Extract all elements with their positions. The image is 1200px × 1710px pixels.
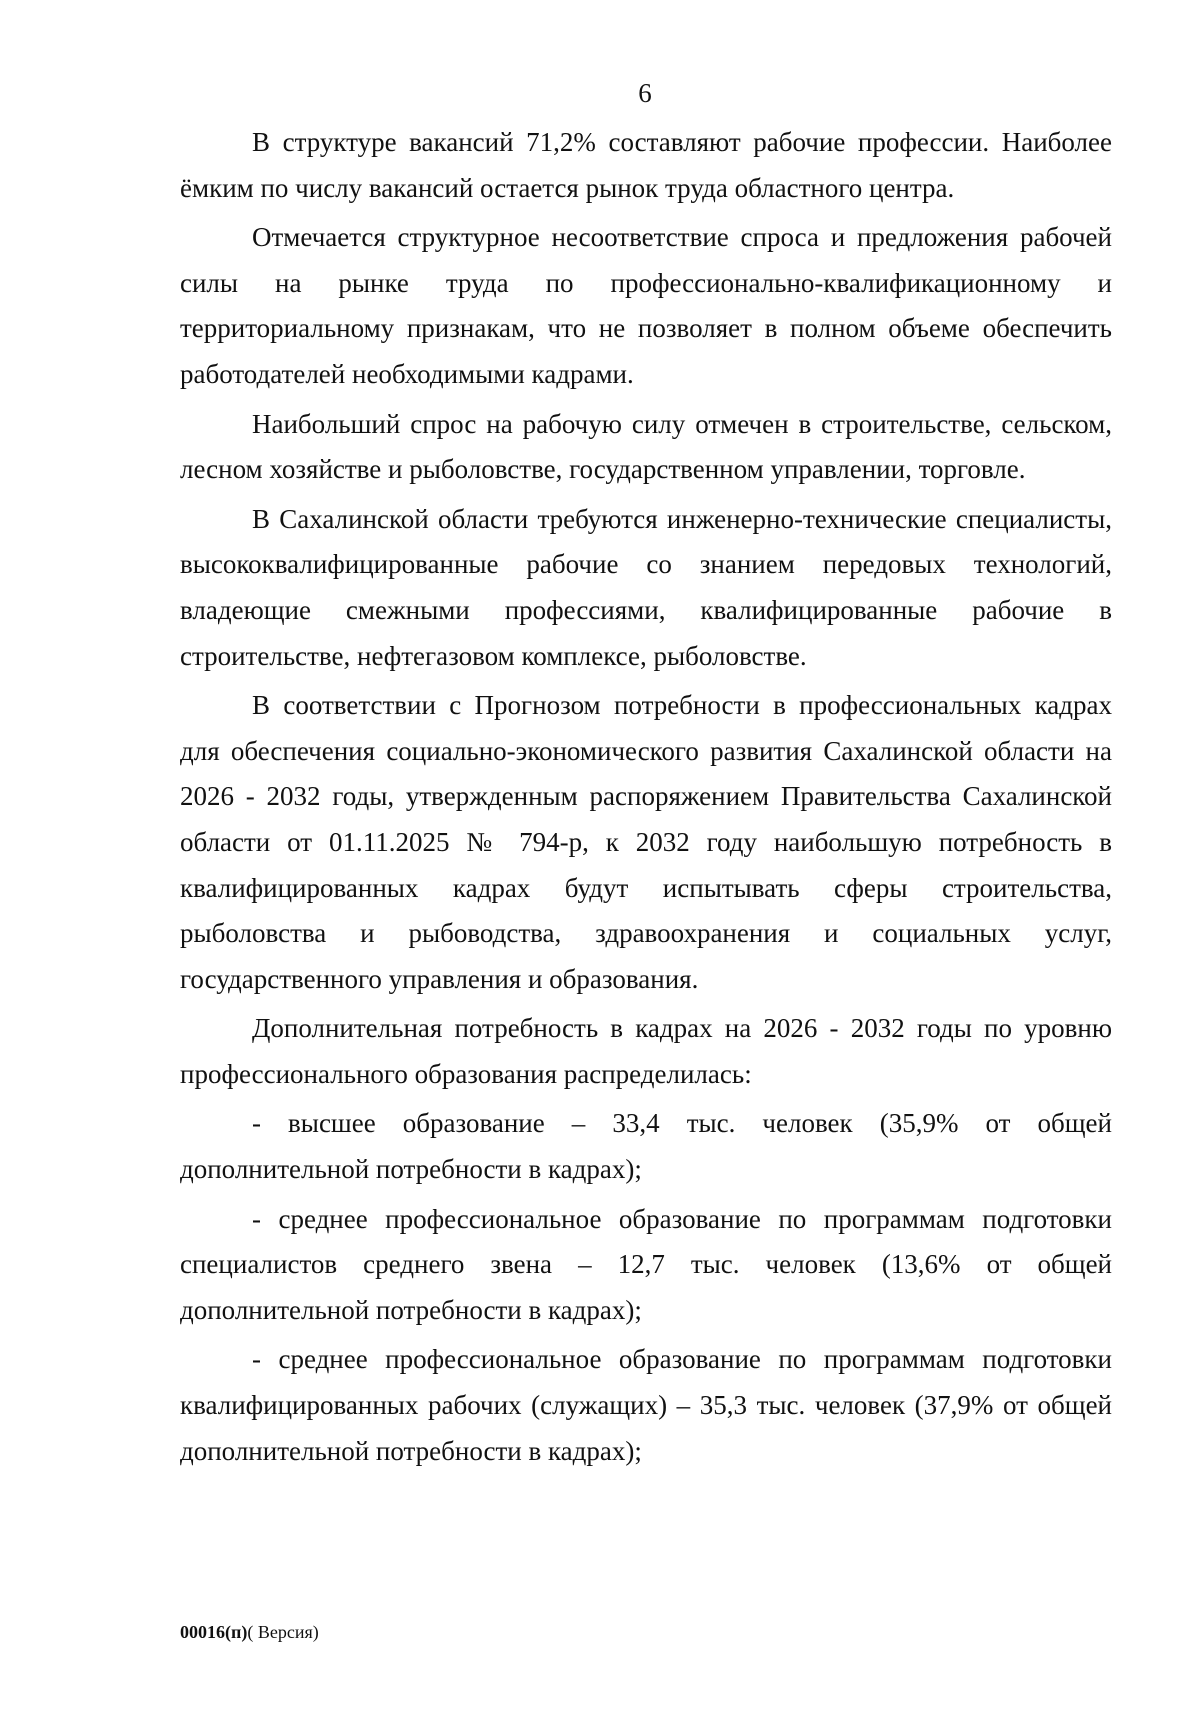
footer-document-code [180,1622,319,1643]
paragraph-vacancy-structure: В структуре вакансий 71,2% составляют рабочие профессии. Наиболее ёмким по числу вакансий остается рынок труда областного центра. [180,127,1112,203]
paragraph-highest-demand: Наибольший спрос на рабочую силу отмечен в строительстве, сельском, лесном хозяйстве и рыболовстве, государственном управлении, торговле. [180,408,1112,485]
paragraph-required-specialists: В Сахалинской области требуются инженерно-технические специалисты, высококвалифицированные рабочие со знанием передовых технологий, владеющие смежными профессиями, квалифицированные рабочие в строительстве, нефтегазовом комплексе, рыболовстве. [180,503,1112,671]
footer-code: 00016(п) [180,1622,248,1642]
paragraph-forecast: В соответствии с Прогнозом потребности в профессиональных кадрах для обеспечения социально-экономического развития Сахалинской области на 2026 - 2032 годы, утвержденным распоряжением Правительства Сахалинской области от 01.11.2025 № 794-р, к 2032 году наибольшую потребность в квалифицированных кадрах будут испытывать сферы строительства, рыболовства и рыбоводства, здравоохранения и социальных услуг, государственного управления и образования. [180,690,1112,994]
list-item-higher-education: - высшее образование – 33,4 тыс. человек (35,9% от общей дополнительной потребности в кадрах); [180,1108,1112,1185]
paragraph-structural-mismatch: Отмечается структурное несоответствие спроса и предложения рабочей силы на рынке труда по профессионально-квалификационному и территориальному признакам, что не позволяет в полном объеме обеспечить работодателей необходимыми кадрами. [180,222,1112,389]
page-number: 6 [638,78,652,108]
list-item-qualified-workers: - среднее профессиональное образование по программам подготовки квалифицированных рабочих (служащих) – 35,3 тыс. человек (37,9% от общей дополнительной потребности в кадрах); [180,1344,1112,1466]
list-item-mid-level-specialists: - среднее профессиональное образование по программам подготовки специалистов среднего звена – 12,7 тыс. человек (13,6% от общей дополнительной потребности в кадрах); [180,1203,1112,1325]
paragraph-additional-need: Дополнительная потребность в кадрах на 2026 - 2032 годы по уровню профессионального образования распределилась: [180,1013,1112,1089]
document-body [180,120,1112,1478]
footer-version: ( Версия) [247,1622,319,1642]
